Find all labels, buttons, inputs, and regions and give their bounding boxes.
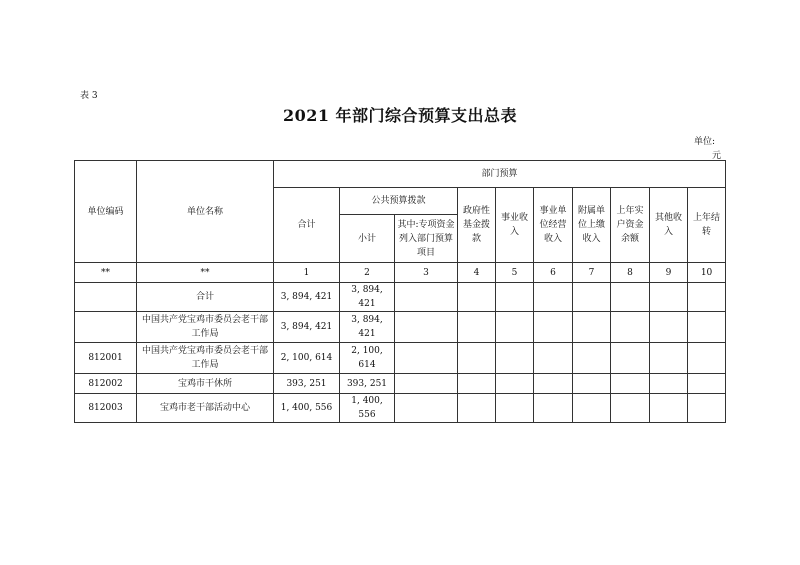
header-other-income: 其他收入 <box>650 188 688 263</box>
empty-cell <box>458 283 496 312</box>
unit-name-cell: 宝鸡市干休所 <box>137 374 274 394</box>
empty-cell <box>650 312 688 343</box>
empty-cell <box>534 343 573 374</box>
header-career-income: 事业收入 <box>496 188 534 263</box>
budget-table <box>74 160 726 423</box>
unit-name-cell: 中国共产党宝鸡市委员会老干部工作局 <box>137 312 274 343</box>
header-prev-year-funds: 上年实户资金余额 <box>611 188 650 263</box>
header-gov-fund: 政府性基金拨款 <box>458 188 496 263</box>
unit-code-cell <box>75 283 137 312</box>
header-unit-name: 单位名称 <box>137 161 274 263</box>
empty-cell <box>458 394 496 423</box>
subtotal-cell: 393, 251 <box>340 374 395 394</box>
index-cell: 2 <box>340 263 395 283</box>
index-cell: ** <box>75 263 137 283</box>
index-cell: 4 <box>458 263 496 283</box>
unit-name-cell: 中国共产党宝鸡市委员会老干部工作局 <box>137 343 274 374</box>
empty-cell <box>395 374 458 394</box>
unit-code-cell <box>75 312 137 343</box>
empty-cell <box>458 374 496 394</box>
unit-value: 元 <box>712 151 722 161</box>
empty-cell <box>611 312 650 343</box>
empty-cell <box>573 343 611 374</box>
table-row <box>75 312 726 343</box>
table-row <box>75 343 726 374</box>
index-row <box>75 263 726 283</box>
header-special-project: 其中:专项资金列入部门预算项目 <box>395 215 458 263</box>
total-cell: 3, 894, 421 <box>274 312 340 343</box>
empty-cell <box>458 343 496 374</box>
header-public-budget: 公共预算拨款 <box>340 188 458 215</box>
header-carryover: 上年结转 <box>688 188 726 263</box>
empty-cell <box>688 283 726 312</box>
table-row <box>75 374 726 394</box>
header-subtotal: 小计 <box>340 215 395 263</box>
table-row <box>75 283 726 312</box>
header-total: 合计 <box>274 188 340 263</box>
index-cell: 10 <box>688 263 726 283</box>
index-cell: 9 <box>650 263 688 283</box>
subtotal-cell: 2, 100, 614 <box>340 343 395 374</box>
empty-cell <box>534 283 573 312</box>
empty-cell <box>534 312 573 343</box>
empty-cell <box>650 394 688 423</box>
total-cell: 1, 400, 556 <box>274 394 340 423</box>
header-unit-code: 单位编码 <box>75 161 137 263</box>
empty-cell <box>534 374 573 394</box>
empty-cell <box>496 374 534 394</box>
subtotal-cell: 1, 400, 556 <box>340 394 395 423</box>
unit-label: 单位: <box>694 137 716 147</box>
empty-cell <box>573 374 611 394</box>
empty-cell <box>688 312 726 343</box>
empty-cell <box>496 312 534 343</box>
empty-cell <box>496 343 534 374</box>
empty-cell <box>458 312 496 343</box>
empty-cell <box>650 343 688 374</box>
unit-code-cell: 812002 <box>75 374 137 394</box>
empty-cell <box>573 312 611 343</box>
empty-cell <box>650 374 688 394</box>
empty-cell <box>573 283 611 312</box>
unit-code-cell: 812001 <box>75 343 137 374</box>
empty-cell <box>611 343 650 374</box>
index-cell: 7 <box>573 263 611 283</box>
empty-cell <box>395 283 458 312</box>
empty-cell <box>496 394 534 423</box>
empty-cell <box>611 283 650 312</box>
index-cell: 6 <box>534 263 573 283</box>
subtotal-cell: 3, 894, 421 <box>340 312 395 343</box>
header-affiliated-payment: 附属单位上缴收入 <box>573 188 611 263</box>
index-cell: 1 <box>274 263 340 283</box>
empty-cell <box>573 394 611 423</box>
empty-cell <box>688 343 726 374</box>
unit-name-cell: 合计 <box>137 283 274 312</box>
empty-cell <box>395 394 458 423</box>
empty-cell <box>650 283 688 312</box>
total-cell: 393, 251 <box>274 374 340 394</box>
empty-cell <box>395 343 458 374</box>
empty-cell <box>395 312 458 343</box>
document-title: 2021 年部门综合预算支出总表 <box>282 106 518 125</box>
total-cell: 3, 894, 421 <box>274 283 340 312</box>
index-cell: 5 <box>496 263 534 283</box>
total-cell: 2, 100, 614 <box>274 343 340 374</box>
header-operating-income: 事业单位经营收入 <box>534 188 573 263</box>
unit-name-cell: 宝鸡市老干部活动中心 <box>137 394 274 423</box>
empty-cell <box>611 394 650 423</box>
index-cell: 3 <box>395 263 458 283</box>
header-dept-budget: 部门预算 <box>274 161 726 188</box>
empty-cell <box>688 394 726 423</box>
unit-code-cell: 812003 <box>75 394 137 423</box>
empty-cell <box>611 374 650 394</box>
empty-cell <box>534 394 573 423</box>
empty-cell <box>496 283 534 312</box>
empty-cell <box>688 374 726 394</box>
subtotal-cell: 3, 894, 421 <box>340 283 395 312</box>
index-cell: ** <box>137 263 274 283</box>
table-number: 表 3 <box>80 91 98 101</box>
index-cell: 8 <box>611 263 650 283</box>
table-row <box>75 394 726 423</box>
